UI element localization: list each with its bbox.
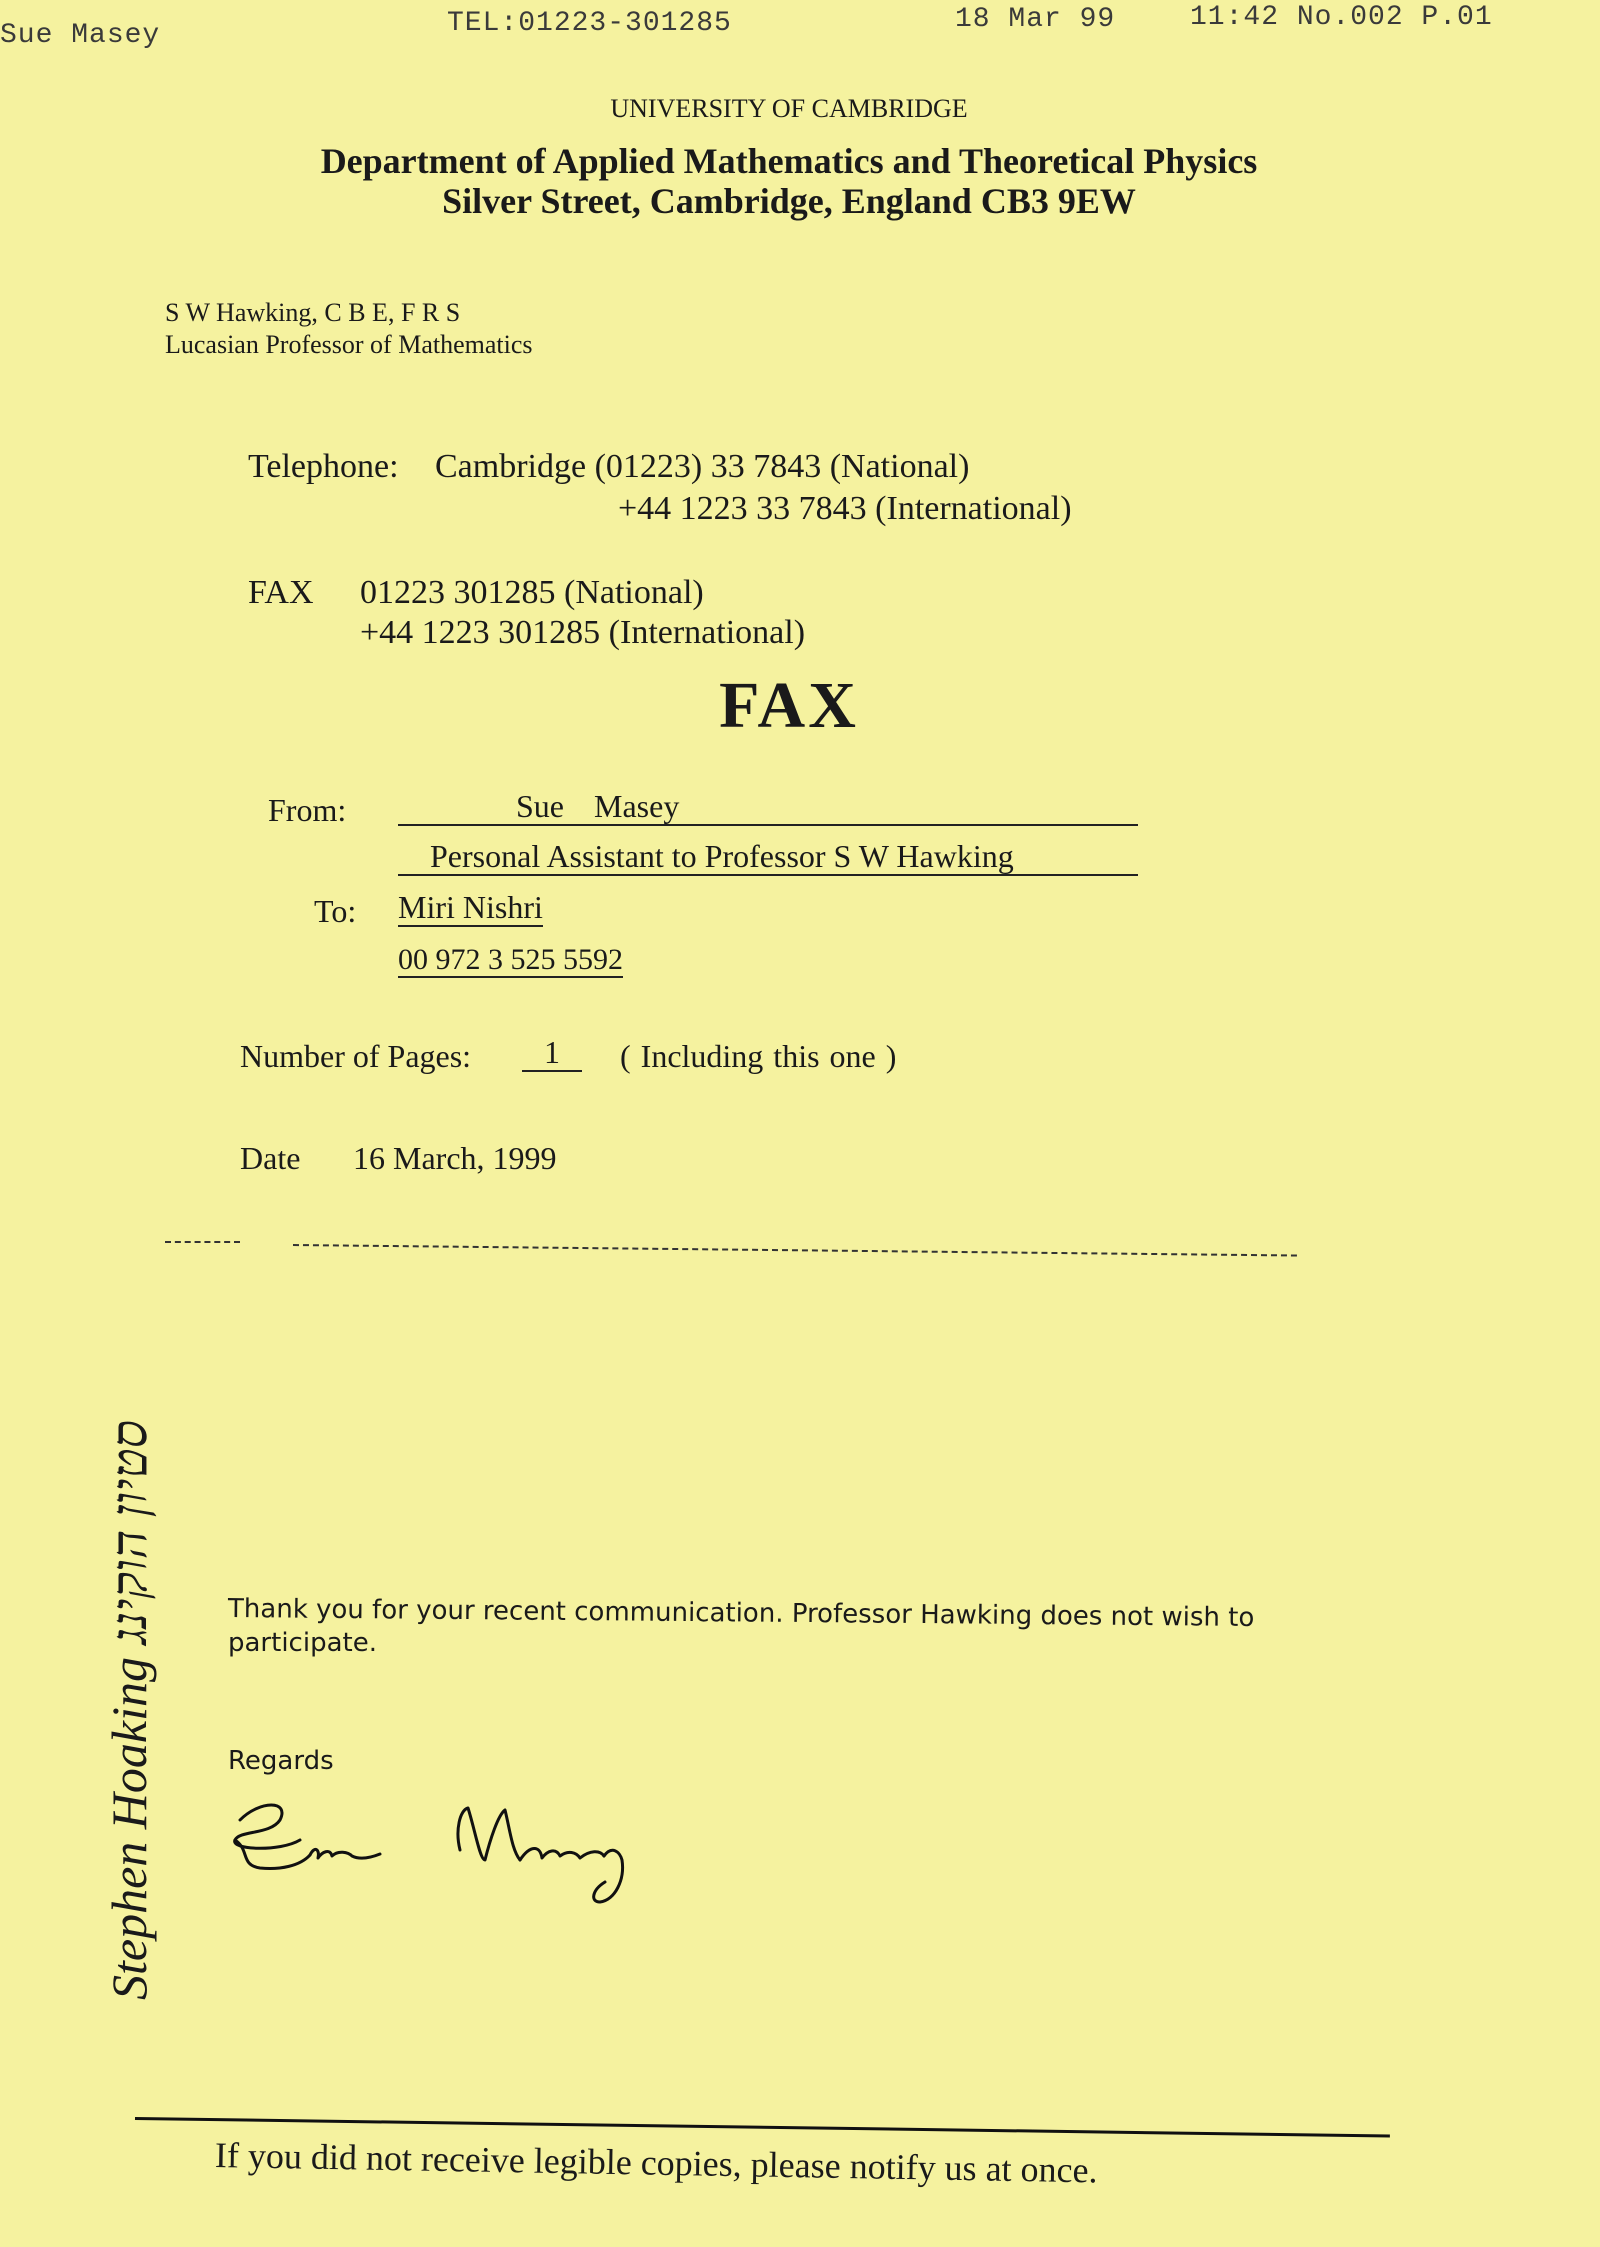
to-number: 00 972 3 525 5592: [398, 943, 623, 976]
department-address: Silver Street, Cambridge, England CB3 9EW: [442, 181, 1136, 221]
pages-value: 1: [522, 1036, 582, 1072]
to-label: To:: [314, 893, 357, 929]
date-value: 16 March, 1999: [353, 1140, 557, 1176]
fax-header-date: 18 Mar 99: [955, 4, 1116, 35]
university-name: UNIVERSITY OF CAMBRIDGE: [610, 94, 968, 123]
telephone-international: +44 1223 33 7843 (International): [618, 490, 1072, 527]
person-name: S W Hawking, C B E, F R S: [165, 298, 461, 327]
department-name: Department of Applied Mathematics and Theoretical Physics: [320, 141, 1258, 181]
fax-label: FAX: [248, 574, 314, 611]
side-annotation: Stephen Hoaking סטיון הוקינג: [101, 1420, 157, 2000]
fax-header-time-page: 11:42 No.002 P.01: [1190, 2, 1493, 33]
signature-image: [220, 1790, 690, 1910]
fax-title: FAX: [719, 669, 859, 742]
telephone-label: Telephone:: [248, 448, 399, 485]
fax-header-tel: TEL:01223-301285: [447, 8, 732, 39]
date-label: Date: [240, 1140, 301, 1176]
pages-label: Number of Pages:: [240, 1038, 472, 1074]
from-role: Personal Assistant to Professor S W Hawking: [398, 840, 1138, 876]
from-label: From:: [268, 792, 347, 828]
footer-notice: If you did not receive legible copies, please notify us at once.: [214, 2135, 1098, 2191]
pages-note: ( Including this one ): [620, 1038, 897, 1074]
to-name: Miri Nishri: [398, 889, 543, 925]
separator-line-right: [293, 1244, 1297, 1257]
footer-rule: [135, 2117, 1390, 2138]
message-line-1: Thank you for your recent communication. Professor Hawking does not wish to: [227, 1594, 1255, 1633]
person-title: Lucasian Professor of Mathematics: [165, 330, 533, 359]
from-name: Sue Masey: [398, 790, 1138, 826]
separator-line-left: [165, 1241, 240, 1243]
fax-header-sender: Sue Masey: [0, 20, 161, 51]
fax-national: 01223 301285 (National): [360, 574, 704, 611]
telephone-national: Cambridge (01223) 33 7843 (National): [435, 448, 970, 485]
message-line-2: participate.: [228, 1628, 377, 1658]
fax-international: +44 1223 301285 (International): [360, 614, 806, 651]
closing: Regards: [228, 1746, 334, 1776]
